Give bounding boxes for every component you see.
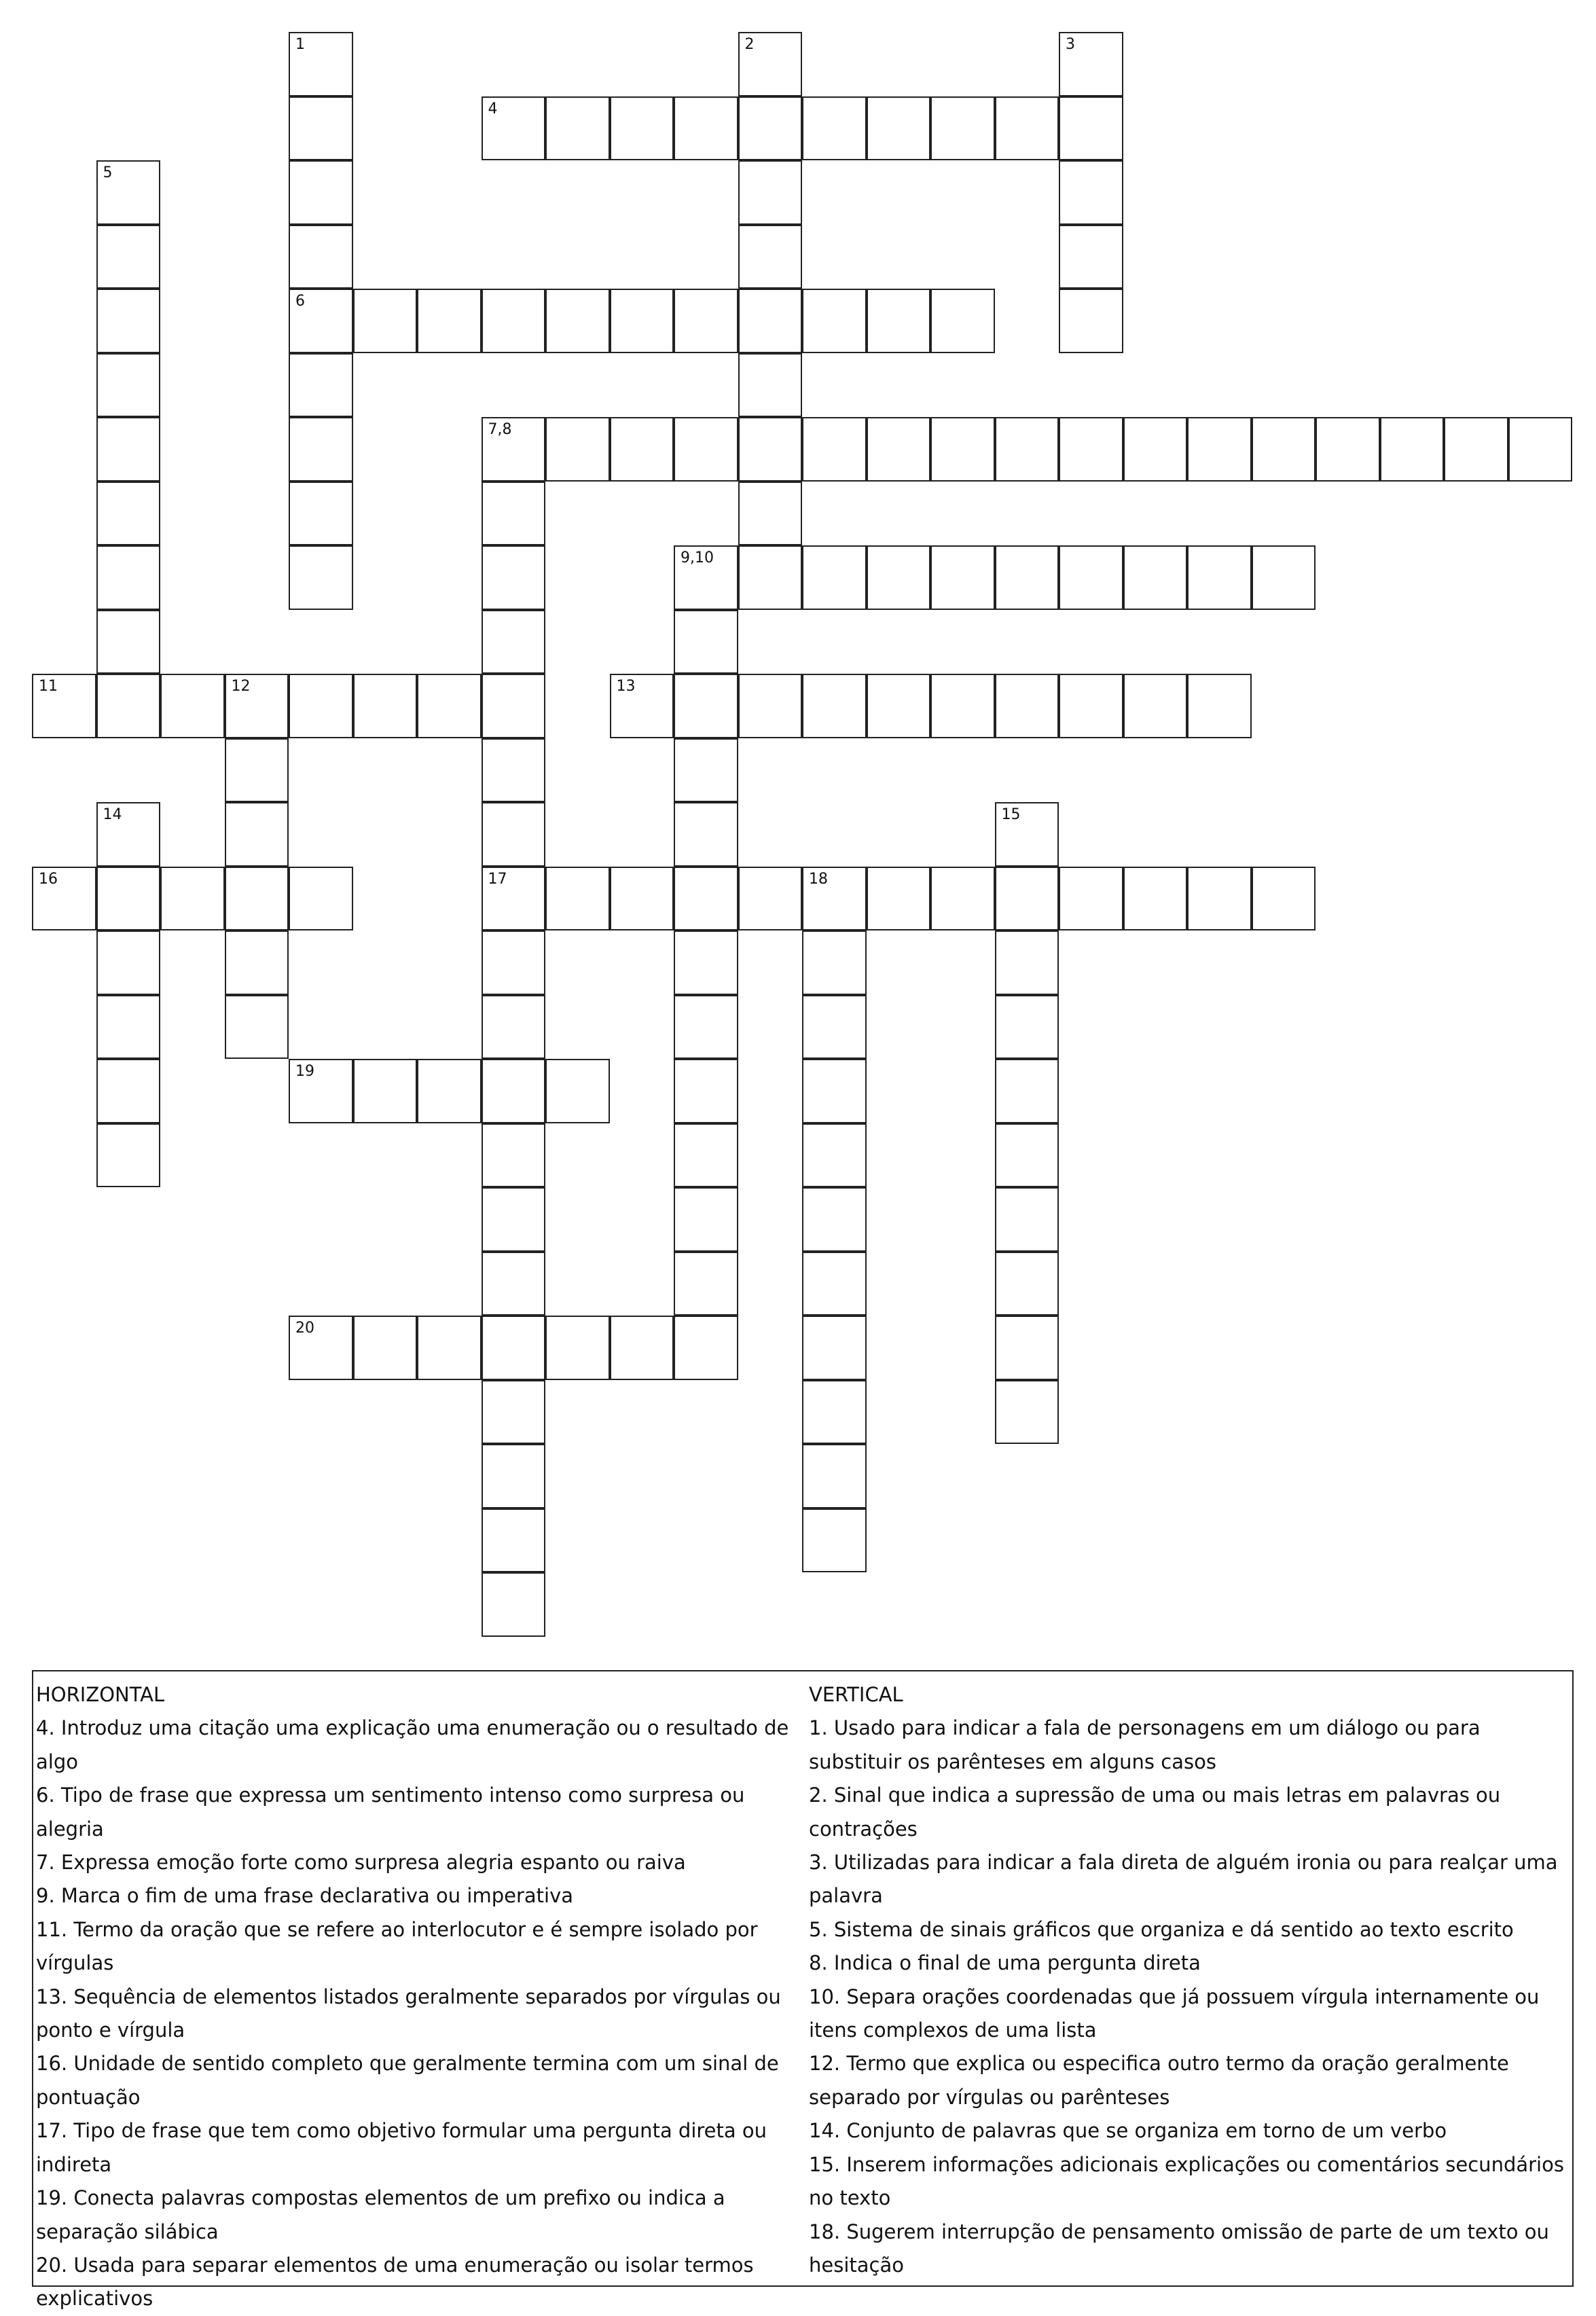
grid-cell[interactable] bbox=[930, 417, 995, 482]
clue-number: 14 bbox=[103, 806, 122, 823]
grid-cell[interactable] bbox=[289, 867, 353, 931]
clue-v-12: 12. Termo que explica ou especifica outro termo da oração geralmente separado por vírgulas ou parênteses bbox=[809, 2052, 1509, 2109]
grid-cell[interactable] bbox=[482, 96, 546, 161]
grid-cell[interactable] bbox=[995, 1123, 1059, 1188]
grid-cell[interactable] bbox=[610, 1316, 674, 1380]
grid-cell[interactable] bbox=[867, 417, 931, 482]
grid-cell[interactable] bbox=[1059, 160, 1123, 225]
grid-cell[interactable] bbox=[96, 867, 161, 931]
clue-v-14: 14. Conjunto de palavras que se organiza em torno de um verbo bbox=[809, 2119, 1447, 2143]
clue-number: 2 bbox=[744, 36, 755, 53]
grid-cell[interactable] bbox=[802, 995, 867, 1060]
grid-cell[interactable] bbox=[930, 289, 995, 353]
grid-cell[interactable] bbox=[802, 1187, 867, 1252]
clue-number: 17 bbox=[488, 870, 507, 888]
grid-cell[interactable] bbox=[1252, 417, 1316, 482]
grid-cell[interactable] bbox=[738, 482, 803, 546]
grid-cell[interactable] bbox=[1380, 417, 1445, 482]
clue-h-16: 16. Unidade de sentido completo que geralmente termina com um sinal de pontuação bbox=[36, 2052, 779, 2109]
grid-cell[interactable] bbox=[802, 867, 867, 931]
grid-cell[interactable] bbox=[674, 738, 738, 803]
grid-cell[interactable] bbox=[482, 289, 546, 353]
clue-number: 19 bbox=[295, 1063, 314, 1080]
clue-v-10: 10. Separa orações coordenadas que já possuem vírgula internamente ou itens complexos de uma lista bbox=[809, 1985, 1540, 2042]
grid-cell[interactable] bbox=[995, 867, 1059, 931]
horizontal-heading: HORIZONTAL bbox=[36, 1683, 165, 1706]
grid-cell[interactable] bbox=[417, 1059, 482, 1123]
grid-cell[interactable] bbox=[482, 802, 546, 867]
grid-cell[interactable] bbox=[930, 545, 995, 610]
grid-cell[interactable] bbox=[32, 867, 96, 931]
grid-cell[interactable] bbox=[225, 930, 289, 995]
grid-cell[interactable] bbox=[482, 610, 546, 674]
grid-cell[interactable] bbox=[867, 545, 931, 610]
clue-h-17: 17. Tipo de frase que tem como objetivo formular uma pergunta direta ou indireta bbox=[36, 2119, 767, 2176]
grid-cell[interactable] bbox=[289, 482, 353, 546]
clue-number: 12 bbox=[231, 678, 251, 695]
grid-cell[interactable] bbox=[802, 1123, 867, 1188]
clue-v-8: 8. Indica o final de uma pergunta direta bbox=[809, 1951, 1201, 1975]
grid-cell[interactable] bbox=[930, 867, 995, 931]
grid-cell[interactable] bbox=[674, 1187, 738, 1252]
grid-cell[interactable] bbox=[96, 545, 161, 610]
grid-cell[interactable] bbox=[930, 674, 995, 738]
grid-cell[interactable] bbox=[802, 1252, 867, 1316]
grid-cell[interactable] bbox=[482, 1316, 546, 1380]
grid-cell[interactable] bbox=[867, 674, 931, 738]
grid-cell[interactable] bbox=[353, 289, 418, 353]
grid-cell[interactable] bbox=[1187, 417, 1252, 482]
grid-cell[interactable] bbox=[96, 802, 161, 867]
grid-cell[interactable] bbox=[289, 289, 353, 353]
grid-cell[interactable] bbox=[1252, 867, 1316, 931]
grid-cell[interactable] bbox=[545, 289, 610, 353]
grid-cell[interactable] bbox=[738, 289, 803, 353]
grid-cell[interactable] bbox=[674, 289, 738, 353]
grid-cell[interactable] bbox=[289, 160, 353, 225]
clue-number: 4 bbox=[488, 100, 498, 117]
clue-number: 1 bbox=[295, 36, 305, 53]
clue-number: 13 bbox=[616, 678, 636, 695]
grid-cell[interactable] bbox=[674, 417, 738, 482]
grid-cell[interactable] bbox=[674, 545, 738, 610]
grid-cell[interactable] bbox=[482, 995, 546, 1060]
grid-cell[interactable] bbox=[32, 674, 96, 738]
grid-cell[interactable] bbox=[1059, 32, 1123, 96]
grid-cell[interactable] bbox=[96, 353, 161, 418]
grid-cell[interactable] bbox=[930, 96, 995, 161]
grid-cell[interactable] bbox=[289, 96, 353, 161]
grid-cell[interactable] bbox=[867, 867, 931, 931]
grid-cell[interactable] bbox=[674, 1123, 738, 1188]
grid-cell[interactable] bbox=[482, 482, 546, 546]
grid-cell[interactable] bbox=[995, 1380, 1059, 1445]
grid-cell[interactable] bbox=[1059, 674, 1123, 738]
grid-cell[interactable] bbox=[1187, 867, 1252, 931]
grid-cell[interactable] bbox=[674, 867, 738, 931]
grid-cell[interactable] bbox=[96, 289, 161, 353]
grid-cell[interactable] bbox=[225, 867, 289, 931]
clue-number: 7,8 bbox=[488, 421, 512, 438]
grid-cell[interactable] bbox=[353, 674, 418, 738]
clue-number: 18 bbox=[809, 870, 828, 888]
grid-cell[interactable] bbox=[802, 417, 867, 482]
grid-cell[interactable] bbox=[610, 289, 674, 353]
grid-cell[interactable] bbox=[545, 417, 610, 482]
grid-cell[interactable] bbox=[610, 674, 674, 738]
grid-cell[interactable] bbox=[1187, 545, 1252, 610]
grid-cell[interactable] bbox=[995, 1059, 1059, 1123]
grid-cell[interactable] bbox=[610, 96, 674, 161]
clue-h-11: 11. Termo da oração que se refere ao interlocutor e é sempre isolado por vírgulas bbox=[36, 1917, 758, 1975]
clue-v-18: 18. Sugerem interrupção de pensamento omissão de parte de um texto ou hesitação bbox=[809, 2220, 1549, 2277]
grid-cell[interactable] bbox=[738, 353, 803, 418]
grid-cell[interactable] bbox=[96, 674, 161, 738]
grid-cell[interactable] bbox=[995, 674, 1059, 738]
grid-cell[interactable] bbox=[289, 545, 353, 610]
clue-number: 11 bbox=[39, 678, 58, 695]
grid-cell[interactable] bbox=[802, 1444, 867, 1508]
grid-cell[interactable] bbox=[738, 160, 803, 225]
grid-cell[interactable] bbox=[674, 1316, 738, 1380]
grid-cell[interactable] bbox=[802, 930, 867, 995]
grid-cell[interactable] bbox=[482, 1252, 546, 1316]
clue-v-2: 2. Sinal que indica a supressão de uma ou mais letras em palavras ou contrações bbox=[809, 1784, 1501, 1841]
grid-cell[interactable] bbox=[738, 32, 803, 96]
grid-cell[interactable] bbox=[1187, 674, 1252, 738]
clue-h-13: 13. Sequência de elementos listados geralmente separados por vírgulas ou ponto e vírgula bbox=[36, 1985, 781, 2042]
grid-cell[interactable] bbox=[738, 674, 803, 738]
grid-cell[interactable] bbox=[802, 1508, 867, 1573]
grid-cell[interactable] bbox=[417, 289, 482, 353]
grid-cell[interactable] bbox=[482, 1380, 546, 1445]
grid-cell[interactable] bbox=[1059, 545, 1123, 610]
grid-cell[interactable] bbox=[482, 417, 546, 482]
grid-cell[interactable] bbox=[995, 1187, 1059, 1252]
grid-cell[interactable] bbox=[96, 417, 161, 482]
grid-cell[interactable] bbox=[867, 96, 931, 161]
clue-number: 6 bbox=[295, 293, 305, 310]
grid-cell[interactable] bbox=[289, 1059, 353, 1123]
grid-cell[interactable] bbox=[995, 96, 1059, 161]
clue-h-9: 9. Marca o fim de uma frase declarativa ou imperativa bbox=[36, 1884, 574, 1908]
grid-cell[interactable] bbox=[802, 1380, 867, 1445]
grid-cell[interactable] bbox=[417, 1316, 482, 1380]
grid-cell[interactable] bbox=[417, 674, 482, 738]
grid-cell[interactable] bbox=[1123, 545, 1188, 610]
grid-cell[interactable] bbox=[1123, 867, 1188, 931]
grid-cell[interactable] bbox=[1252, 545, 1316, 610]
grid-cell[interactable] bbox=[1444, 417, 1508, 482]
grid-cell[interactable] bbox=[738, 225, 803, 289]
grid-cell[interactable] bbox=[995, 1316, 1059, 1380]
clue-v-1: 1. Usado para indicar a fala de personagens em um diálogo ou para substituir os parênteses em alguns casos bbox=[809, 1716, 1481, 1773]
grid-cell[interactable] bbox=[1059, 96, 1123, 161]
grid-cell[interactable] bbox=[482, 1572, 546, 1637]
grid-cell[interactable] bbox=[225, 674, 289, 738]
grid-cell[interactable] bbox=[160, 867, 225, 931]
grid-cell[interactable] bbox=[1059, 867, 1123, 931]
clue-v-15: 15. Inserem informações adicionais explicações ou comentários secundários no texto bbox=[809, 2152, 1564, 2210]
grid-cell[interactable] bbox=[1123, 417, 1188, 482]
grid-cell[interactable] bbox=[289, 674, 353, 738]
grid-cell[interactable] bbox=[674, 1059, 738, 1123]
clue-number: 16 bbox=[39, 870, 58, 888]
grid-cell[interactable] bbox=[482, 674, 546, 738]
grid-cell[interactable] bbox=[738, 867, 803, 931]
vertical-clues bbox=[809, 1678, 1570, 2282]
clue-number: 3 bbox=[1066, 36, 1075, 53]
grid-cell[interactable] bbox=[802, 96, 867, 161]
grid-cell[interactable] bbox=[289, 225, 353, 289]
grid-cell[interactable] bbox=[674, 802, 738, 867]
grid-cell[interactable] bbox=[545, 1059, 610, 1123]
grid-cell[interactable] bbox=[674, 674, 738, 738]
grid-cell[interactable] bbox=[225, 995, 289, 1060]
grid-cell[interactable] bbox=[96, 1123, 161, 1188]
clue-v-5: 5. Sistema de sinais gráficos que organiza e dá sentido ao texto escrito bbox=[809, 1917, 1514, 1941]
grid-cell[interactable] bbox=[674, 995, 738, 1060]
grid-cell[interactable] bbox=[482, 930, 546, 995]
grid-cell[interactable] bbox=[96, 610, 161, 674]
grid-cell[interactable] bbox=[995, 930, 1059, 995]
clue-h-4: 4. Introduz uma citação uma explicação uma enumeração ou o resultado de algo bbox=[36, 1716, 789, 1773]
grid-cell[interactable] bbox=[995, 417, 1059, 482]
grid-cell[interactable] bbox=[738, 96, 803, 161]
grid-cell[interactable] bbox=[353, 1059, 418, 1123]
vertical-heading: VERTICAL bbox=[809, 1683, 903, 1706]
grid-cell[interactable] bbox=[674, 930, 738, 995]
grid-cell[interactable] bbox=[482, 1059, 546, 1123]
clue-v-3: 3. Utilizadas para indicar a fala direta de alguém ironia ou para realçar uma palavra bbox=[809, 1851, 1558, 1908]
grid-cell[interactable] bbox=[96, 225, 161, 289]
clue-h-7: 7. Expressa emoção forte como surpresa alegria espanto ou raiva bbox=[36, 1851, 686, 1875]
grid-cell[interactable] bbox=[482, 545, 546, 610]
clue-number: 5 bbox=[103, 164, 113, 181]
grid-cell[interactable] bbox=[1508, 417, 1573, 482]
grid-cell[interactable] bbox=[1059, 289, 1123, 353]
grid-cell[interactable] bbox=[289, 417, 353, 482]
grid-cell[interactable] bbox=[738, 417, 803, 482]
grid-cell[interactable] bbox=[738, 545, 803, 610]
clue-number: 15 bbox=[1001, 806, 1021, 823]
grid-cell[interactable] bbox=[482, 738, 546, 803]
grid-cell[interactable] bbox=[610, 417, 674, 482]
grid-cell[interactable] bbox=[96, 482, 161, 546]
grid-cell[interactable] bbox=[545, 867, 610, 931]
grid-cell[interactable] bbox=[96, 930, 161, 995]
grid-cell[interactable] bbox=[545, 96, 610, 161]
grid-cell[interactable] bbox=[674, 610, 738, 674]
grid-cell[interactable] bbox=[995, 545, 1059, 610]
grid-cell[interactable] bbox=[610, 867, 674, 931]
grid-cell[interactable] bbox=[1059, 225, 1123, 289]
grid-cell[interactable] bbox=[674, 96, 738, 161]
grid-cell[interactable] bbox=[482, 1123, 546, 1188]
grid-cell[interactable] bbox=[96, 1059, 161, 1123]
clue-h-19: 19. Conecta palavras compostas elementos de um prefixo ou indica a separação silábica bbox=[36, 2186, 725, 2243]
grid-cell[interactable] bbox=[802, 545, 867, 610]
grid-cell[interactable] bbox=[802, 1316, 867, 1380]
grid-cell[interactable] bbox=[1316, 417, 1380, 482]
grid-cell[interactable] bbox=[482, 1508, 546, 1573]
grid-cell[interactable] bbox=[995, 802, 1059, 867]
grid-cell[interactable] bbox=[289, 32, 353, 96]
grid-cell[interactable] bbox=[674, 1252, 738, 1316]
clues-box bbox=[32, 1670, 1574, 2311]
grid-cell[interactable] bbox=[225, 738, 289, 803]
grid-cell[interactable] bbox=[96, 995, 161, 1060]
grid-cell[interactable] bbox=[289, 353, 353, 418]
grid-cell[interactable] bbox=[995, 1252, 1059, 1316]
horizontal-clues bbox=[36, 1678, 809, 2316]
clue-h-6: 6. Tipo de frase que expressa um sentimento intenso como surpresa ou alegria bbox=[36, 1784, 745, 1841]
clue-h-20: 20. Usada para separar elementos de uma enumeração ou isolar termos explicativos bbox=[36, 2253, 754, 2311]
grid-cell[interactable] bbox=[867, 289, 931, 353]
grid-cell[interactable] bbox=[995, 995, 1059, 1060]
grid-cell[interactable] bbox=[289, 1316, 353, 1380]
grid-cell[interactable] bbox=[482, 1187, 546, 1252]
grid-cell[interactable] bbox=[353, 1316, 418, 1380]
grid-cell[interactable] bbox=[545, 1316, 610, 1380]
grid-cell[interactable] bbox=[225, 802, 289, 867]
grid-cell[interactable] bbox=[1123, 674, 1188, 738]
grid-cell[interactable] bbox=[802, 674, 867, 738]
grid-cell[interactable] bbox=[1059, 417, 1123, 482]
grid-cell[interactable] bbox=[96, 160, 161, 225]
grid-cell[interactable] bbox=[482, 867, 546, 931]
grid-cell[interactable] bbox=[802, 1059, 867, 1123]
grid-cell[interactable] bbox=[160, 674, 225, 738]
clue-number: 20 bbox=[295, 1320, 314, 1337]
grid-cell[interactable] bbox=[802, 289, 867, 353]
clue-number: 9,10 bbox=[681, 549, 714, 566]
grid-cell[interactable] bbox=[482, 1444, 546, 1508]
